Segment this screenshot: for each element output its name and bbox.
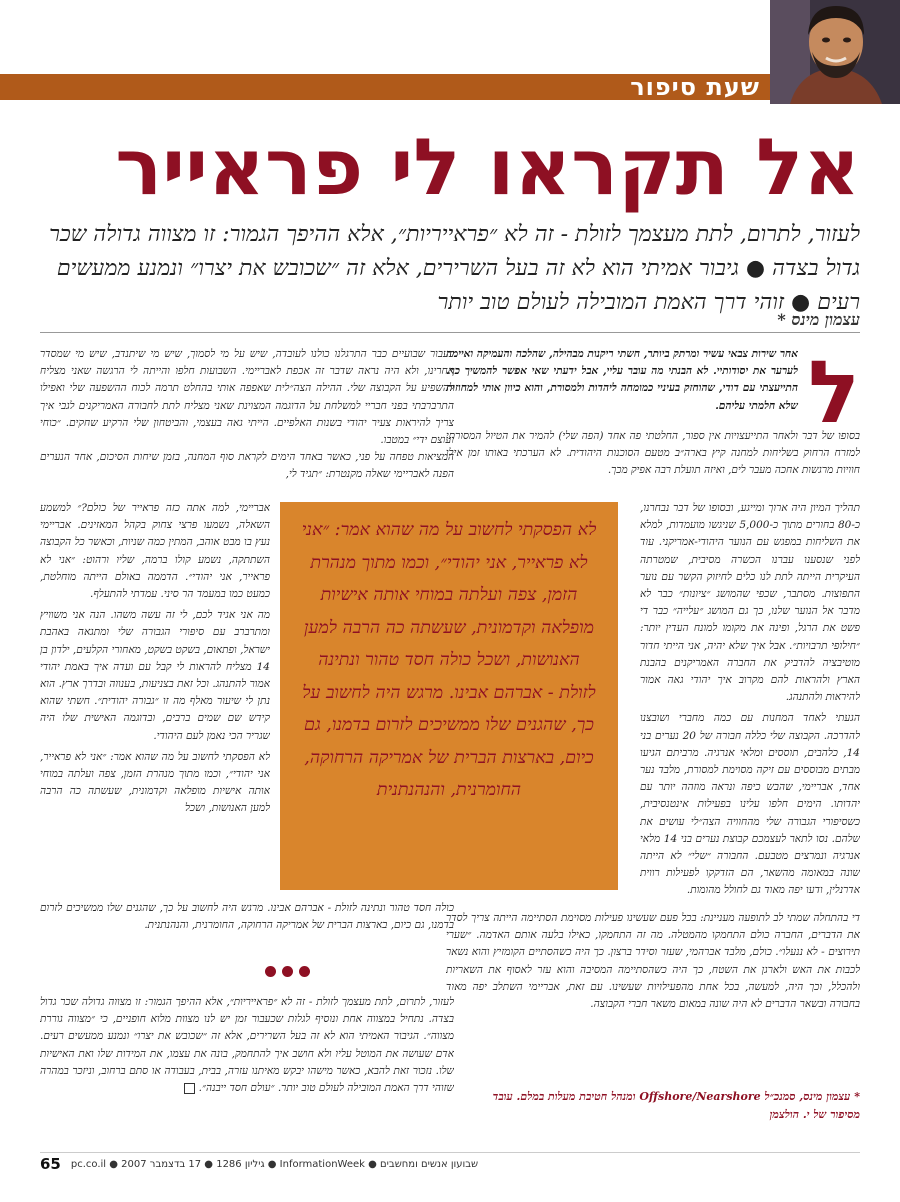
paragraph: מה אני אגיד לכם, לי זה עשה משהו. הנה אני משוויץ ומתרברב עם סיפורי הגבורה שלי ומתגאה באהבת ישראל, ופתאום, בשקט בשקט, מאחורי הקלעים, ילדון בן 14 מצליח להראות לי קבל עם ועדה איך באמת יהודי אמור להתנהג. וכל זאת בצניעות, בענווה ובדרך ארץ. הוא נתן לי שיעור מאלף מה זו ״גבורה יהודית״. חשתי שהוא קידש שם שמים ברבים, ובדוגמה האישית שלו היה שגריר הכי נאמן לעם היהודי. [40,609,270,742]
body-left-end [40,994,454,1134]
section-divider-dots [265,966,310,977]
paragraph: די בהתחלה שמתי לב לתופעה מעניינת: בכל פעם שעשינו פעילות מסוימת הסתיימה הייתה צריך לסדר את הדברים, החברה כולם התחמקו מהמטלה. מה זה התחמקו, כאילו בלעה אותם האדמה. ״שערי תירוצים - לא ננעלו״. כולם, מלבד אברהמי, שעזר וסידר ברצון. כך היה כשהסתיים הקומזיץ והוא נשאר לכבות את האש ולארגן את השטח, כך היה כשהסתיימה המסיבה והוא עזר לאסוף את השאריות ולהכלל, וכך היה, למעשה, בכל אחת מהפעילויות שעשינו. עם זאת, אבריימי השתלב יפה מאוד בחבורה ובשאר הדברים לא היה שונה במאום משאר חברי הקבוצה. [446,912,860,1011]
paragraph: כעבור שבועיים כבר התרגלנו כולנו לעובדה, שיש על מי לסמוך, שיש מי שיתנדב, שיש מי שמסדר אחרינו, ולא היה נראה שדבר זה אכפת לאבריימי. השבועות חלפו והייתה לי הרגשה שאני מצליח להשפיע על הקבוצה שלי. ההילה הצה״לית שאפפה אותי בהחלט תרמה לכוח ההשפעה שלי ואפילו התרברבתי בפני חבריי למשלחת על הדוגמה המצוינת שאני מצליח לתת לחבורה האמריקנים לגבי איך צריך להיראות צעיר יהודי בשנות האלפיים. הייתי גאה בעצמי, והביטחון שלי הרקיע שחקים. ״כוחי ועוצם ידי״ במטבו. [40,348,454,447]
divider [40,332,860,333]
body-right-top [446,428,860,500]
section-kicker: שעת סיפור [630,73,760,101]
article-title: אל תקראו לי פראייר [115,123,860,213]
end-of-article-icon [184,1083,195,1094]
lead-paragraph: אחר שירות צבאי עשיר ומרתק ביותר, חשתי ריקנות מבהילה, שהלכה והעמיקה ואיימה לערער את יסודותיי. לא הבנתי מה עובר עליי, אבל ידעתי שאי אפשר להמשיך כך. התייעצתי עם דודי, שהוחזק בעיניי כמומחה ליהדות ולמסורת, והוא כיוון אותי למחוזות שלא חלמתי עליהם. [446,348,798,412]
author-portrait-icon [770,0,900,104]
paragraph: תהליך המיון היה ארוך ומייגע, ובסופו של דבר נבחרנו, כ-80 בחורים מתוך כ-5,000 שניגשו מועמדות, למלא את השליחות במפגש עם הנוער היהודי-אמריקני. עוד לפני שנסענו עברנו הכשרה מסיבית, שמטרתה העיקרית הייתה לתת לנו כלים לחיזוק הקשר עם נוער התפוצות. מסתבר, שכפי שהמושג ״ציונות״ כבר לא מדבר אל הנוער שלנו, כך גם המושג ״עלייה״ כבר די פשט את הרגל, ופינה את מקומו למונח העדין יותר: ״חילופי תרבויות״. אבל איך שלא יהיה, אני הייתי חדור מוטיבציה להדביק את החברה האמריקנים בהבנת הארץ ולהראות להם מקרוב איך יהודי גאה אמור להיראות ולהתנהג. [640,502,860,704]
pull-quote-text: לא הפסקתי לחשוב על מה שהוא אמר: ״אני לא פראייר, אני יהודי״, וכמו מתוך מנהרת הזמן, צפה ועלתה במוחי אותה אישיות מופלאה וקדמונית, שעשתה כה הרבה למען האנושות, ושכל כולה חסד טהור ונתינה לזולת - אברהם אבינו. מרגש היה לחשוב על כך, שהגנים שלו ממשיכים לזרום בדמנו, גם כיום, בארצות הברית של אמריקה הרחוקה, החומרנית, והנהנתנית [301,520,597,800]
paragraph: לעזור, לתרום, לתת מעצמך לזולת - זה לא ״פראייריות״, אלא ההיפך הגמור: זו מצווה גדולה שכר גדול בצדה. נתחיל במצווה אחת ונוסיף לגלות שכעבור זמן יש לנו מצוות מלוא חופניים, כי ״מצווה גוררת מצווה״. הגיבור האמיתי הוא לא זה בעל השרירים, אלא זה ״שכובש את יצרו״ ונמנע ממעשים רעים. אדם שעושה את המוטל עליו ולא חושב איך להתחמק, בונה את עצמו, את המידות שלו ואת האישיות שלו. נזכור זאת להבא, כאשר מישהו יבקש מאיתנו עזרה, בבית, בעבודה או סתם ברחוב, וניזכר במהרה שזוהי דרך האמת המובילה לעולם טוב יותר. ״עולם חסד ייבנה״. [40,996,454,1095]
paragraph: המציאות טפחה על פני, כאשר באחד הימים לקראת סוף המחנה, בזמן שיחות הסיכום, אחד הנערים הפנה לאבריימי שאלה מקנטרת: ״תגיד לי, [40,451,454,481]
paragraph: לא הפסקתי לחשוב על מה שהוא אמר: ״אני לא פראייר, אני יהודי״, וכמו מתוך מנהרת הזמן, צפה ועלתה במוחי אותה אישיות מופלאה וקדמונית, שעשתה כה הרבה למען האנושות, ושכל [40,750,270,815]
author-footnote: * עצמון מינס, סמנכ״ל Offshore/Nearshore ומנהל חטיבת מעלות במלם. עובד מסיפור של י. הולצמן [492,1090,860,1121]
author-photo [770,0,900,104]
header-bar [0,74,900,100]
paragraph: בסופו של דבר ולאחר התייעצויות אין ספור, החלטתי פה אחד (הפה שלי) להמיר את הטיול המסורתי למזרח הרחוק בשליחות למחנה קיץ בארה״ב מטעם הסוכנות היהודית. לא הערכתי באותו זמן אילו חוויות מרגשות אחכה מעבר לים, ואיזה תועלת רבה אפיק מכך. [446,430,860,477]
article-subtitle: לעזור, לתרום, לתת מעצמך לזולת - זה לא ״פראייריות״, אלא ההיפך הגמור: זו מצווה גדולה שכר גדול בצדה ● גיבור אמיתי הוא לא זה בעל השרירים, אלא זה ״שכובש את יצרו״ ונמנע ממעשים רעים ● זוהי דרך האמת המובילה לעולם טוב יותר [49,222,860,315]
pull-quote-box [280,502,618,890]
publication-info: שבועון אנשים ומחשבים ● InformationWeek ● גיליון 1286 ● 17 בדצמבר 2007 ● pc.co.il [70,1158,479,1170]
drop-cap: ל [807,343,860,443]
paragraph: אבריימי, למה אתה כזה פראייר של כולם?״ למשמע השאלה, נשמעו פרצי צחוק בקהל המאזינים. אבריימי נעץ בו מבט אוהב, המתין כמה שניות, וכאשר כל הקבוצה השתתקה, נשמע קולו ברמה, שליו ורהוט: ״אני לא פראייר, אני יהודי״. הדממה באולם הייתה מוחלטת, כמעט כמו במעמד הר סיני. עמדתי להתעלף. [40,502,270,601]
body-left-top [40,346,454,500]
body-right-column [640,500,860,908]
body-left-column [40,500,270,900]
page-number: 65 [40,1155,61,1173]
paragraph: כולה חסד טהור ונתינה לזולת - אברהם אבינו. מרגש היה לחשוב על כך, שהגנים שלו ממשיכים לזרום בדמנו, גם כיום, בארצות הברית של אמריקה הרחוקה, החומרנית, והנהנתנית. [40,902,454,932]
body-right-bottom [446,910,860,1074]
page-footer [40,1152,860,1175]
paragraph: הגעתי לאחד המחנות עם כמה מחברי ושובצנו להדרכה. הקבוצה שלי כללה חבורה של 20 נערים בני 14, כלהבים, תוססים ומלאי אנרגיה. מרביתם הגיעו מבתים מבוססים עם זיקה מסוימת למסורת, מלבד נער אחד, אבריימי, שהבש כיפה ונראה מוזהה יותר עם יהדותו. הימים חלפו עלינו בפעילות אינטנסיבית, כשסיפורי הגבורה שלי מהחוויה הצה״לי עושים את שלהם. נסו לתאר לעצמכם קבוצת נערים בני 14 מלאי אנרגיה ונמרצים מטבעם. החבורה ״שלי״ לא הייתה שונה במאומה מהשאר, הם הזדקקו לפעילות רווית אדרנלין, ודעו יפה מאוד גם לחולל מהומות. [640,712,860,897]
byline: עצמון מינס * [777,310,860,329]
body-left-wide [40,900,454,956]
